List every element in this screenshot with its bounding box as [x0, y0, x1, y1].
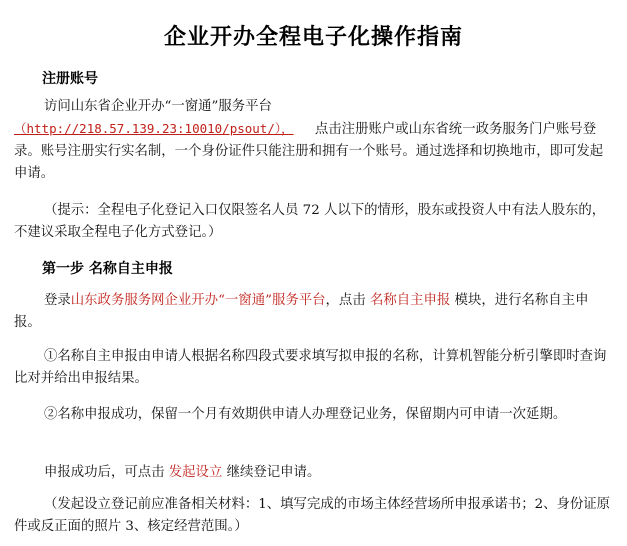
step1-p4-text-b: 继续登记申请。 — [222, 465, 321, 480]
name-declaration-module-link[interactable]: 名称自主申报 — [369, 293, 451, 308]
step1-p3-text: ②名称申报成功，保留一个月有效期供申请人办理登记业务，保留期内可申请一次延期。 — [44, 407, 567, 422]
register-p1-text-a: 访问山东省企业开办“一窗通”服务平台 — [44, 99, 272, 114]
register-p1-text-b: 点击注册账户或山东省统一政务服务门户账号登录。账号注册实行实名制，一个身份证件只能注册和拥有一个账号。通过选择和切换地市，即可发起申请。 — [14, 122, 604, 181]
platform-name-link[interactable]: 山东政务服务网企业开办“一窗通”服务平台 — [70, 293, 326, 308]
initiate-establishment-link[interactable]: 发起设立 — [168, 465, 223, 480]
section-heading-step1: 第一步 名称自主申报 — [42, 261, 173, 277]
register-p2-text: （提示：全程电子化登记入口仅限签名人员 72 人以下的情形，股东或投资人中有法人股东的，不建议采取全程电子化方式登记。） — [14, 203, 606, 240]
step1-paragraph-4 — [14, 462, 612, 484]
register-paragraph-2 — [14, 200, 612, 244]
register-paragraph-1 — [14, 96, 612, 185]
step1-p1-text-a: 登录 — [44, 293, 71, 308]
step1-p2-text: ①名称自主申报由申请人根据名称四段式要求填写拟申报的名称，计算机智能分析引擎即时查询比对并给出申报结果。 — [14, 349, 607, 386]
step1-p5-text: （发起设立登记前应准备相关材料：1、填写完成的市场主体经营场所申报承诺书；2、身份证原件或反正面的照片 3、核定经营范围。） — [14, 497, 611, 534]
page-title: 企业开办全程电子化操作指南 — [163, 25, 463, 50]
step1-paragraph-3 — [14, 404, 612, 426]
platform-url-link[interactable]: （http://218.57.139.23:10010/psout/）， — [14, 121, 294, 136]
step1-paragraph-5 — [14, 494, 612, 538]
step1-paragraph-2 — [14, 346, 612, 390]
step1-p4-text-a: 申报成功后，可点击 — [44, 465, 169, 480]
step1-paragraph-1 — [14, 290, 612, 334]
section-heading-register: 注册账号 — [42, 71, 98, 87]
step1-p1-text-b: ，点击 — [325, 293, 370, 308]
step1-p1-text-c: 模块，进行名称自主申报。 — [14, 293, 589, 330]
